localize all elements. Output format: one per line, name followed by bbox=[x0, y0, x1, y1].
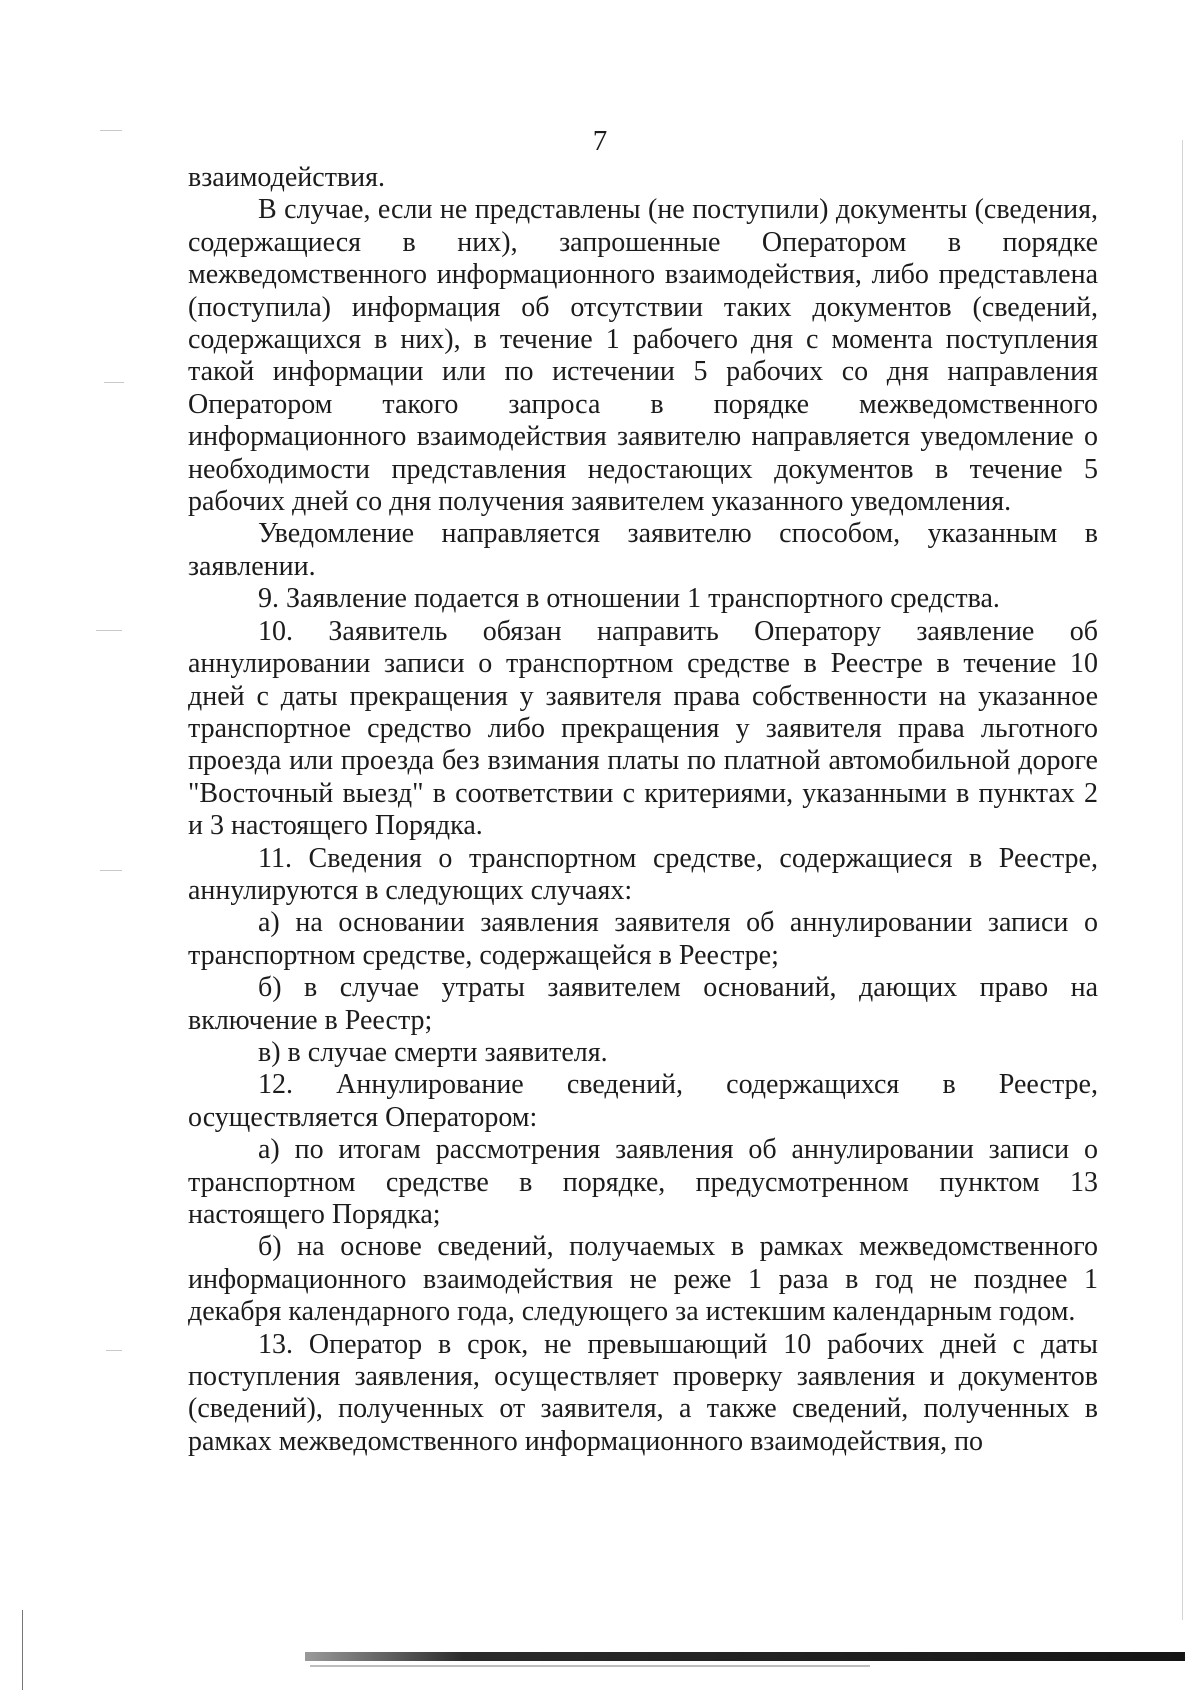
paragraph-missing-documents: В случае, если не представлены (не поступили) документы (сведения, содержащиеся в них), запрошенные Оператором в порядке межведомственного информационного взаимодействия, либо представлена (поступила) информация об отсутствии таких документов (сведений, содержащихся в них), в течение 1 рабочего дня с момента поступления такой информации или по истечении 5 рабочих со дня направления Оператором такого запроса в порядке межведомственного информационного взаимодействия заявителю направляется уведомление о необходимости представления недостающих документов в течение 5 рабочих дней со дня получения заявителем указанного уведомления. bbox=[188, 194, 1098, 518]
scan-mark bbox=[104, 382, 124, 383]
paragraph-notification: Уведомление направляется заявителю способом, указанным в заявлении. bbox=[188, 518, 1098, 582]
paragraph-item-11-b: б) в случае утраты заявителем оснований, дающих право на включение в Реестр; bbox=[188, 972, 1098, 1036]
scan-mark bbox=[96, 630, 122, 631]
paragraph-continuation: взаимодействия. bbox=[188, 162, 386, 193]
paragraph-item-13: 13. Оператор в срок, не превышающий 10 рабочих дней с даты поступления заявления, осуществляет проверку заявления и документов (сведений), полученных от заявителя, а также сведений, полученных в рамках межведомственного информационного взаимодействия, по bbox=[188, 1328, 1098, 1457]
paragraph-item-12-b: б) на основе сведений, получаемых в рамках межведомственного информационного взаимодействия не реже 1 раза в год не позднее 1 декабря календарного года, следующего за истекшим календарным годом. bbox=[188, 1231, 1098, 1328]
paragraph-item-11: 11. Сведения о транспортном средстве, содержащиеся в Реестре, аннулируются в следующих случаях: bbox=[188, 842, 1098, 906]
page-number: 7 bbox=[592, 125, 608, 157]
paragraph-item-11-c: в) в случае смерти заявителя. bbox=[258, 1036, 608, 1068]
page-right-edge bbox=[1182, 140, 1183, 1620]
scan-mark bbox=[100, 870, 122, 871]
bottom-scan-bar bbox=[305, 1652, 1185, 1661]
page-left-edge bbox=[22, 1610, 23, 1690]
document-body bbox=[188, 162, 1098, 1458]
paragraph-item-11-a: а) на основании заявления заявителя об аннулировании записи о транспортном средстве, содержащейся в Реестре; bbox=[188, 907, 1098, 971]
bottom-scan-line bbox=[310, 1665, 870, 1667]
paragraph-item-12: 12. Аннулирование сведений, содержащихся в Реестре, осуществляется Оператором: bbox=[188, 1069, 1098, 1133]
paragraph-item-9: 9. Заявление подается в отношении 1 транспортного средства. bbox=[258, 583, 1000, 615]
scan-mark bbox=[106, 1350, 122, 1351]
paragraph-item-10: 10. Заявитель обязан направить Оператору заявление об аннулировании записи о транспортном средстве в Реестре в течение 10 дней с даты прекращения у заявителя права собственности на указанное транспортное средство либо прекращения у заявителя права льготного проезда или проезда без взимания платы по платной автомобильной дороге "Восточный выезд" в соответствии с критериями, указанными в пунктах 2 и 3 настоящего Порядка. bbox=[188, 615, 1098, 842]
paragraph-item-12-a: а) по итогам рассмотрения заявления об аннулировании записи о транспортном средстве в порядке, предусмотренном пунктом 13 настоящего Порядка; bbox=[188, 1134, 1098, 1230]
